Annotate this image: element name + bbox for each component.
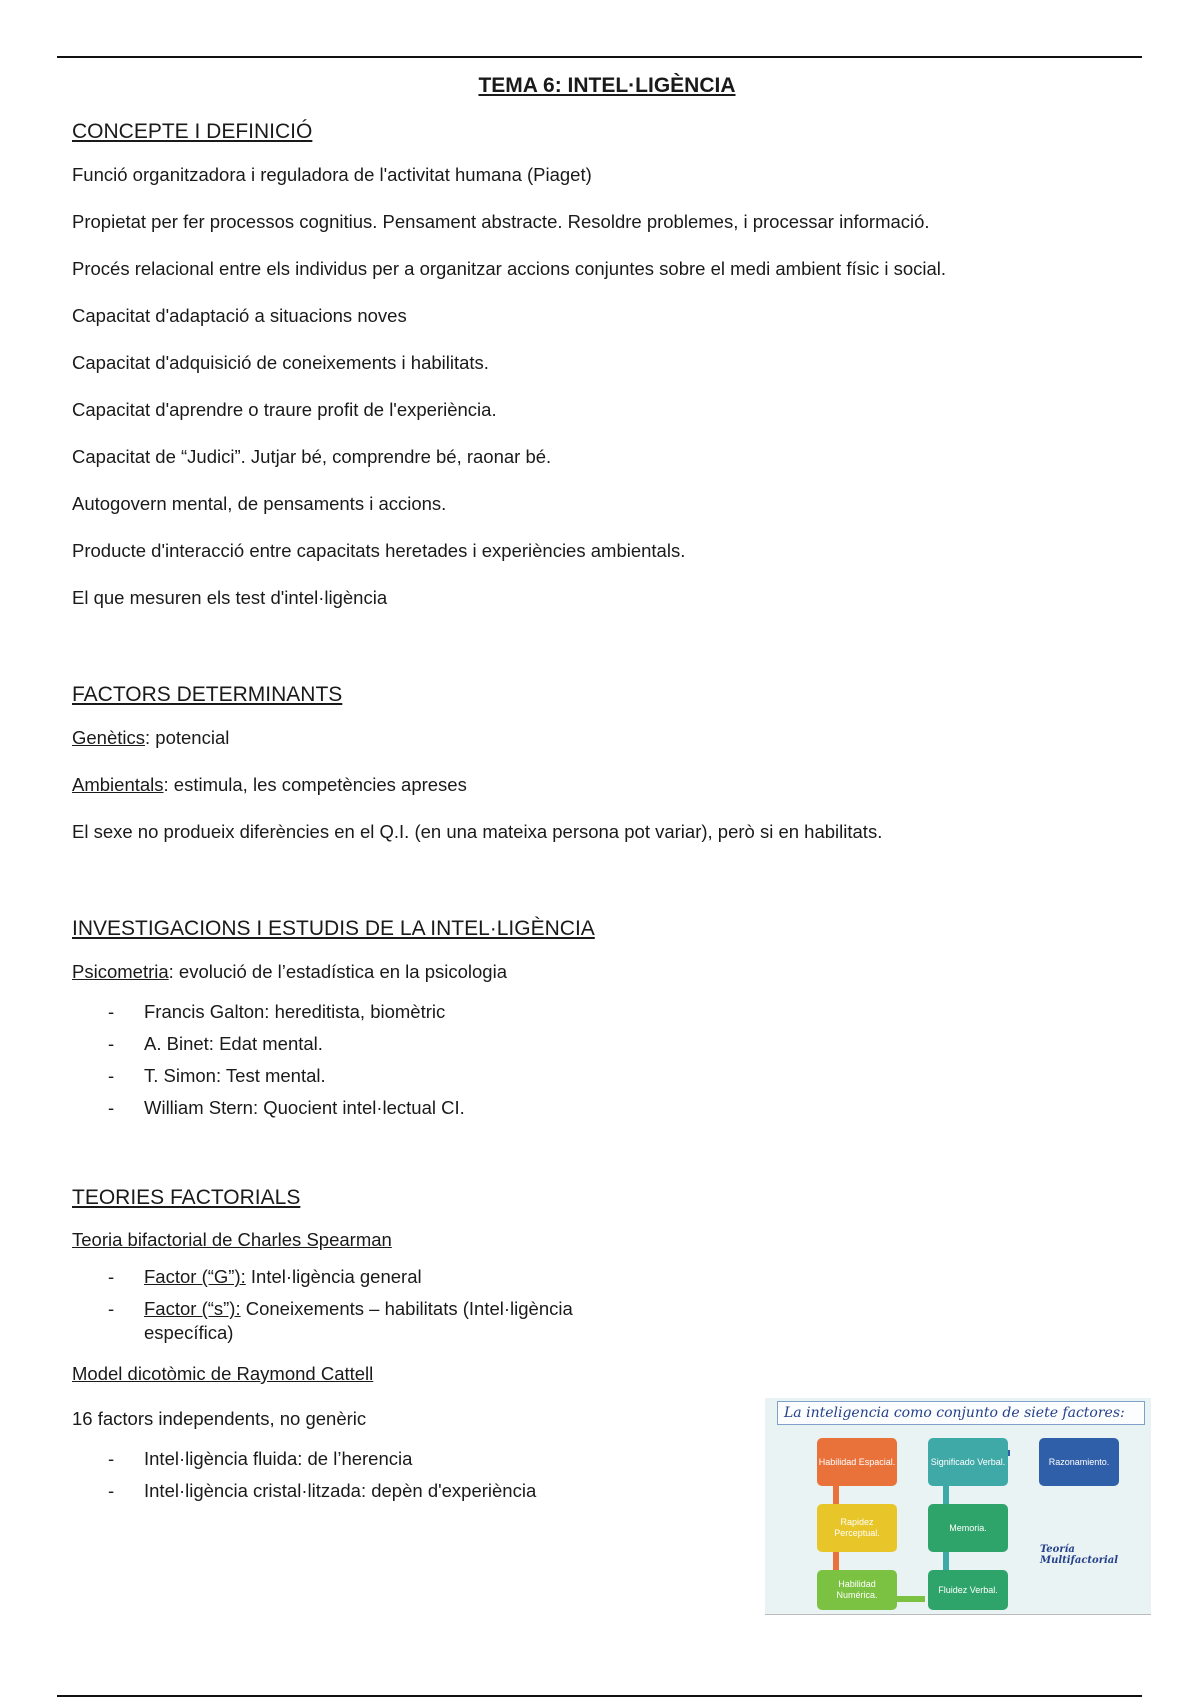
- ambientals-line: [72, 773, 1142, 797]
- concepte-item: Capacitat d'adaptació a situacions noves: [72, 305, 407, 326]
- factor-s-label: Factor (“s”):: [144, 1298, 241, 1319]
- concepte-item: El que mesuren els test d'intel·ligència: [72, 587, 388, 608]
- multifactorial-figure: [765, 1398, 1151, 1615]
- list-item: - A. Binet: Edat mental.: [72, 1032, 1142, 1056]
- bottom-rule: [57, 1695, 1142, 1697]
- box-habilidad-espacial: Habilidad Espacial.: [817, 1438, 897, 1486]
- box-memoria: Memoria.: [928, 1504, 1008, 1552]
- box-habilidad-numerica: Habilidad Numérica.: [817, 1570, 897, 1610]
- box-razonamiento: Razonamiento.: [1039, 1438, 1119, 1486]
- factors-heading: FACTORS DETERMINANTS: [72, 683, 343, 706]
- concepte-item: Funció organitzadora i reguladora de l'activitat humana (Piaget): [72, 164, 592, 185]
- list-item: - Intel·ligència fluida: de l’herencia: [72, 1447, 1142, 1471]
- concepte-item: Capacitat de “Judici”. Jutjar bé, comprendre bé, raonar bé.: [72, 446, 552, 467]
- factor-g-label: Factor (“G”):: [144, 1266, 246, 1287]
- list-item: [72, 1265, 614, 1289]
- concepte-heading: CONCEPTE I DEFINICIÓ: [72, 120, 313, 143]
- psicometria-text: : evolució de l’estadística en la psicologia: [168, 961, 507, 982]
- list-item: - Francis Galton: hereditista, biomètric: [72, 1000, 1142, 1024]
- concepte-item: Autogovern mental, de pensaments i accions.: [72, 493, 447, 514]
- list-item: - William Stern: Quocient intel·lectual CI.: [72, 1096, 1142, 1120]
- top-rule: [57, 56, 1142, 58]
- box-fluidez-verbal: Fluidez Verbal.: [928, 1570, 1008, 1610]
- concepte-item: Propietat per fer processos cognitius. Pensament abstracte. Resoldre problemes, i processar informació.: [72, 211, 930, 232]
- figure-caption: Teoría Multifactorial: [1040, 1544, 1119, 1566]
- teories-heading: TEORIES FACTORIALS: [72, 1186, 301, 1209]
- genetics-text: : potencial: [145, 727, 230, 748]
- ambientals-label: Ambientals: [72, 774, 164, 795]
- cattell-text: 16 factors independents, no genèric: [72, 1408, 367, 1429]
- page-title: TEMA 6: INTEL·LIGÈNCIA: [478, 74, 736, 97]
- list-item: - Intel·ligència cristal·litzada: depèn d'experiència: [72, 1479, 1142, 1503]
- concepte-item: Procés relacional entre els individus per a organitzar accions conjuntes sobre el medi ambient físic i social.: [72, 258, 947, 279]
- spearman-list: [72, 1265, 1142, 1345]
- box-rapidez-perceptual: Rapidez Perceptual.: [817, 1504, 897, 1552]
- sexe-line: El sexe no produeix diferències en el Q.I. (en una mateixa persona pot variar), però si en habilitats.: [72, 821, 883, 842]
- document-page: [72, 74, 1142, 1531]
- box-significado-verbal: Significado Verbal.: [928, 1438, 1008, 1486]
- genetics-label: Genètics: [72, 727, 146, 748]
- figure-title: La inteligencia como conjunto de siete factores:: [777, 1401, 1145, 1425]
- genetics-line: [72, 726, 1142, 750]
- psicometria-line: [72, 960, 1142, 984]
- concepte-item: Producte d'interacció entre capacitats heretades i experiències ambientals.: [72, 540, 686, 561]
- factor-s-text: Coneixements – habilitats (Intel·ligència específica): [144, 1298, 573, 1343]
- factor-g-text: Intel·ligència general: [245, 1266, 422, 1287]
- spearman-heading: Teoria bifactorial de Charles Spearman: [72, 1229, 392, 1250]
- concepte-item: Capacitat d'adquisició de coneixements i habilitats.: [72, 352, 489, 373]
- concepte-item: Capacitat d'aprendre o traure profit de l'experiència.: [72, 399, 497, 420]
- ambientals-text: : estimula, les competències apreses: [163, 774, 467, 795]
- list-item: - T. Simon: Test mental.: [72, 1064, 1142, 1088]
- list-item: [72, 1297, 614, 1345]
- investigators-list: [72, 1000, 1142, 1120]
- investigacions-heading: INVESTIGACIONS I ESTUDIS DE LA INTEL·LIGÈNCIA: [72, 917, 595, 940]
- psicometria-label: Psicometria: [72, 961, 169, 982]
- cattell-heading: Model dicotòmic de Raymond Cattell: [72, 1363, 374, 1384]
